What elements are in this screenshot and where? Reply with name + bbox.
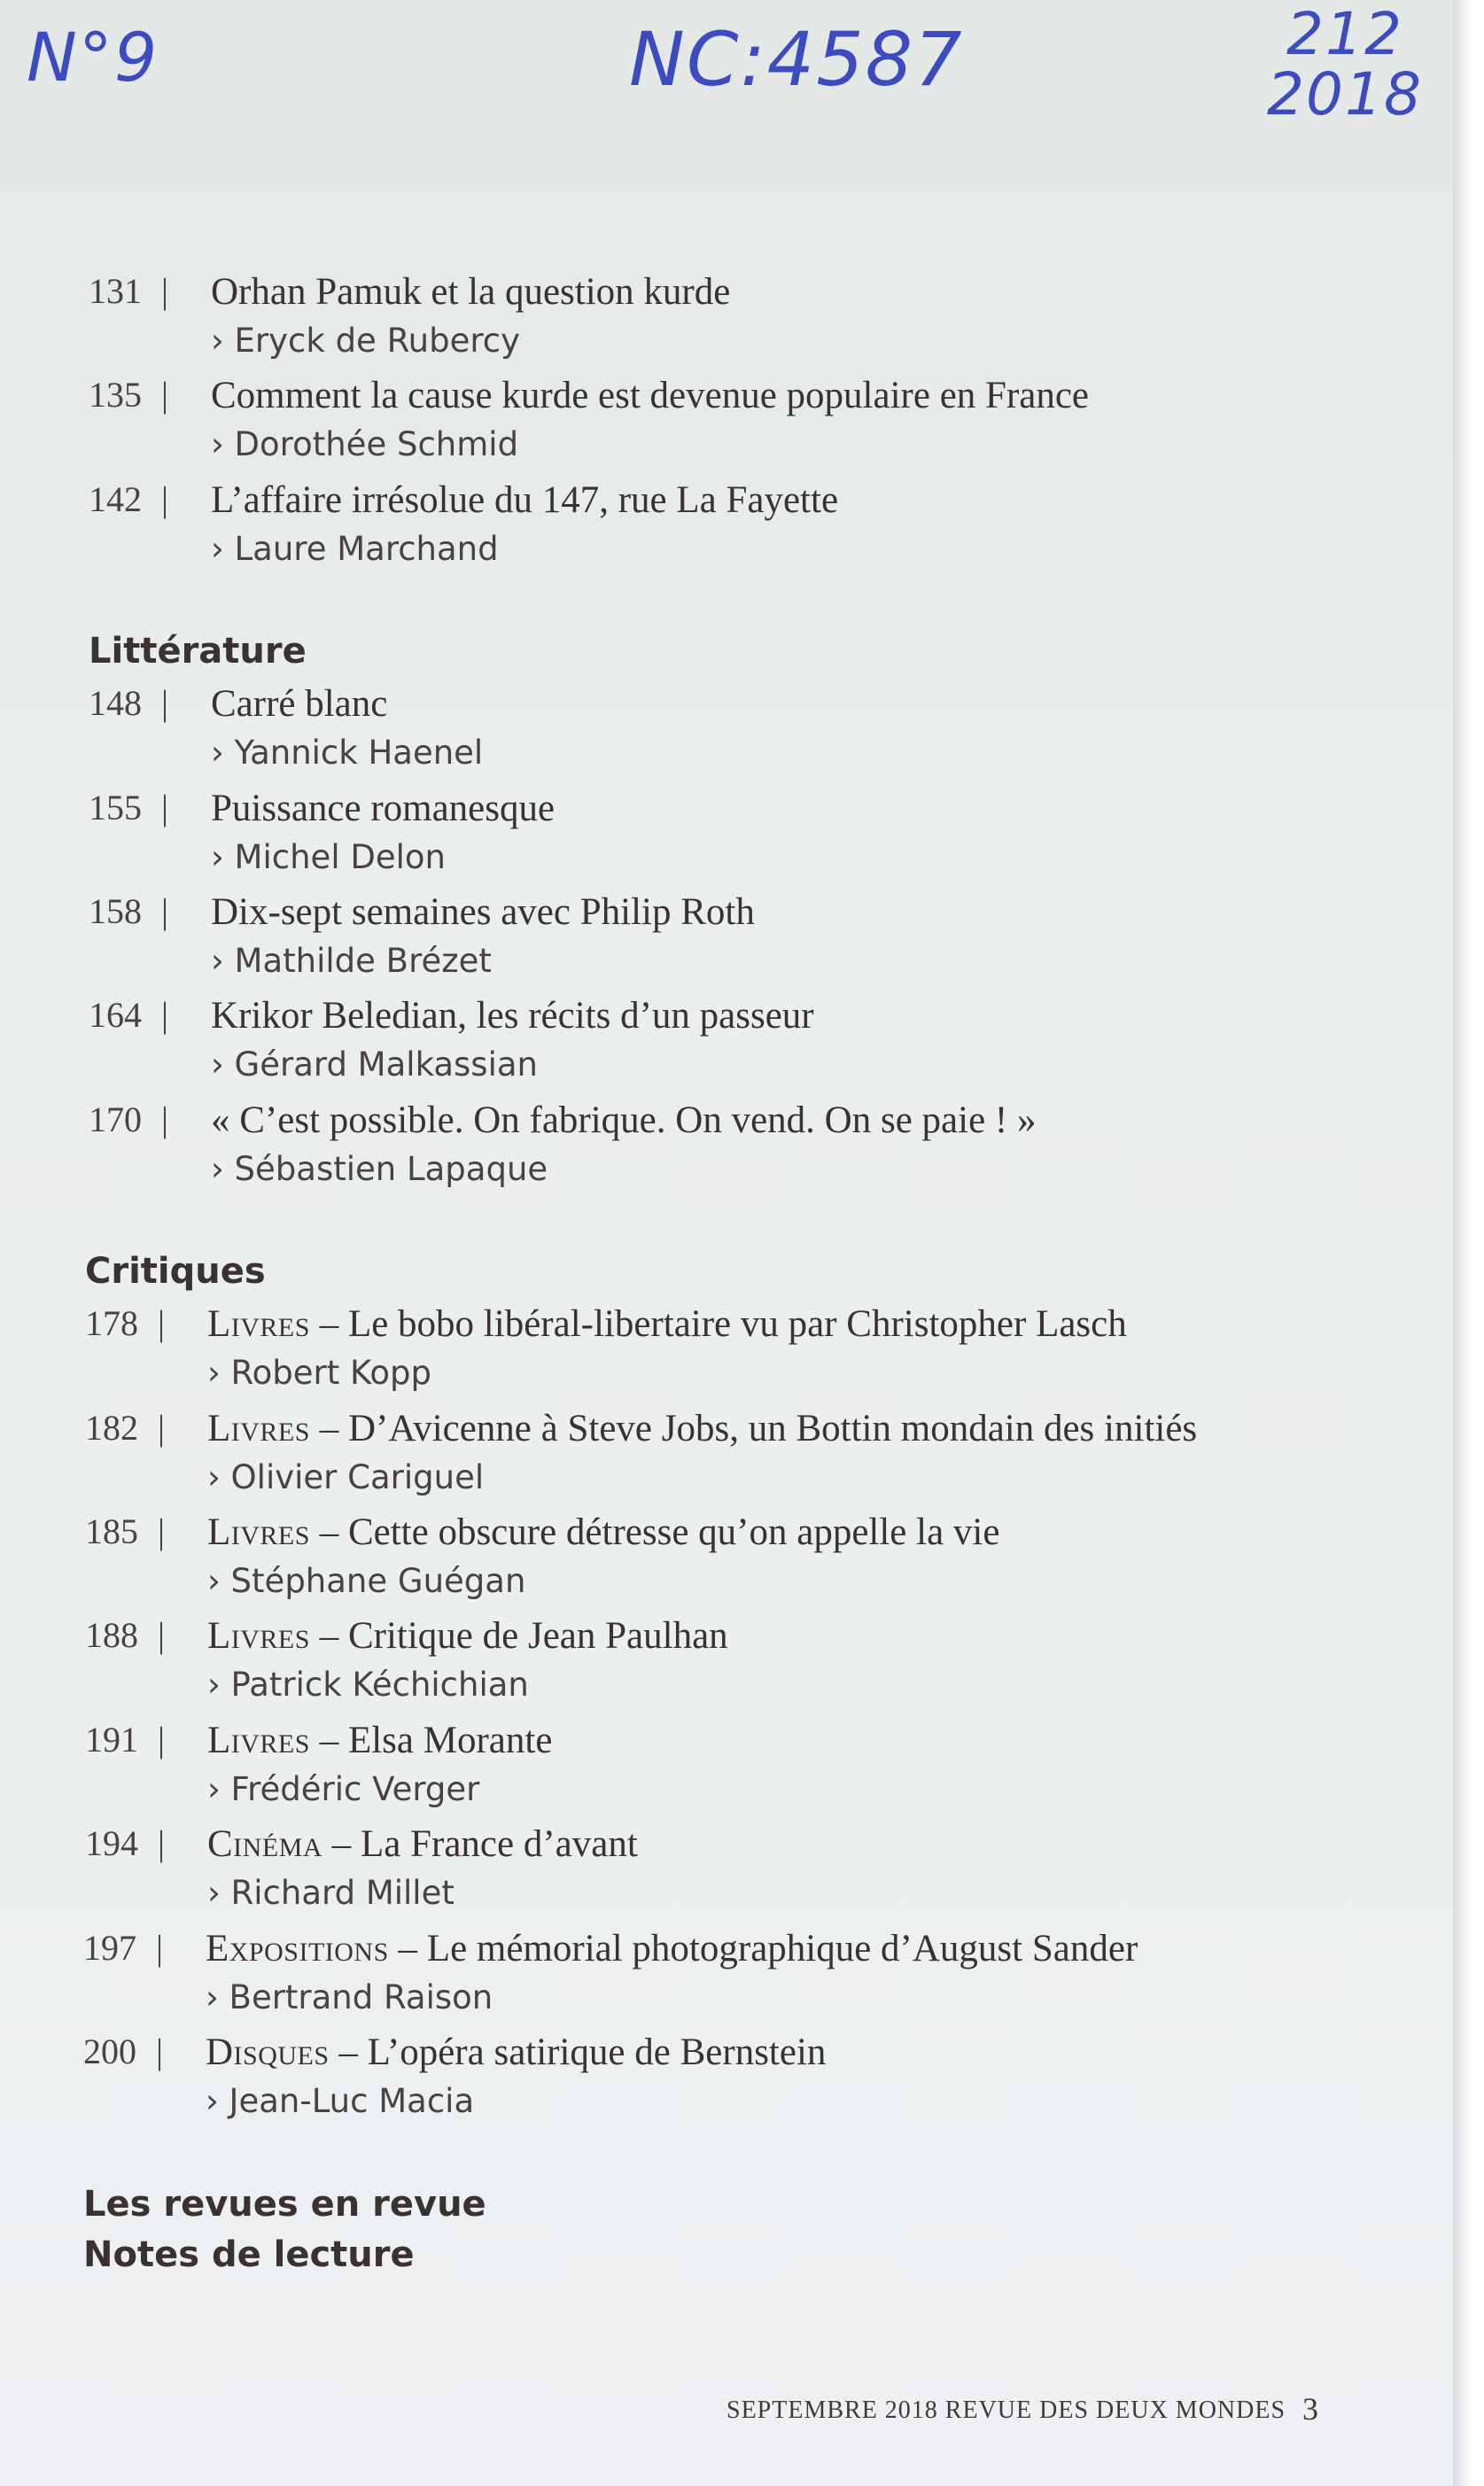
handwritten-date-line2: 2018 — [1267, 60, 1423, 128]
toc-title-text: – Critique de Jean Paulhan — [309, 1615, 728, 1657]
toc-title-text: – Le bobo libéral-libertaire vu par Christopher Lasch — [309, 1303, 1127, 1345]
toc-page-number: 182 — [85, 1408, 138, 1448]
toc-page-number: 197 — [83, 1928, 136, 1968]
toc-title: Dix-sept semaines avec Philip Roth — [211, 891, 755, 933]
toc-title-text: – Le mémorial photographique d’August Sander — [388, 1928, 1138, 1969]
handwritten-number: N°9 — [27, 18, 159, 97]
toc-category: Livres — [207, 1615, 310, 1657]
toc-author: › Patrick Kéchichian — [207, 1666, 529, 1704]
toc-title — [206, 1927, 1138, 1970]
handwritten-date — [1267, 0, 1423, 128]
toc-category: Livres — [207, 1303, 310, 1345]
toc-page-number: 194 — [85, 1823, 138, 1863]
running-footer: SEPTEMBRE 2018 REVUE DES DEUX MONDES — [726, 2397, 1286, 2424]
toc-title — [207, 1302, 1127, 1346]
toc-page-number: 135 — [89, 375, 142, 415]
toc-page-number: 155 — [89, 788, 142, 827]
toc-page-number: 142 — [89, 479, 142, 519]
toc-page-number: 148 — [89, 683, 142, 723]
toc-page-number: 200 — [83, 2032, 136, 2071]
toc-title — [207, 1719, 552, 1762]
toc-separator: | — [161, 375, 169, 415]
toc-separator: | — [158, 1615, 166, 1655]
section-heading-litterature: Littérature — [89, 631, 307, 672]
toc-author: › Mathilde Brézet — [211, 942, 492, 980]
toc-separator: | — [156, 2032, 164, 2071]
toc-title-text: – La France d’avant — [322, 1823, 638, 1865]
toc-separator: | — [158, 1303, 166, 1343]
toc-title — [206, 2031, 826, 2074]
toc-category: Disques — [206, 2032, 330, 2073]
toc-separator: | — [161, 479, 169, 519]
handwritten-reference: NC:4587 — [629, 16, 964, 103]
toc-author: › Michel Delon — [211, 838, 446, 876]
toc-title: Krikor Beledian, les récits d’un passeur — [211, 995, 814, 1037]
toc-separator: | — [161, 995, 169, 1035]
toc-author: › Olivier Cariguel — [207, 1458, 485, 1496]
toc-category: Expositions — [206, 1928, 389, 1969]
toc-separator: | — [161, 271, 169, 311]
toc-author: › Robert Kopp — [207, 1354, 432, 1392]
page-edge — [1453, 0, 1484, 2486]
toc-category: Livres — [207, 1720, 310, 1761]
toc-author: › Jean-Luc Macia — [206, 2082, 475, 2120]
toc-author: › Richard Millet — [207, 1874, 455, 1912]
page-number: 3 — [1302, 2391, 1318, 2427]
toc-page-number: 164 — [89, 995, 142, 1035]
toc-title-text: – D’Avicenne à Steve Jobs, un Bottin mondain des initiés — [309, 1408, 1198, 1449]
toc-title-text: – L’opéra satirique de Bernstein — [329, 2032, 827, 2073]
toc-page-number: 131 — [89, 271, 142, 311]
toc-author: › Yannick Haenel — [211, 734, 484, 772]
toc-title — [207, 1407, 1197, 1450]
toc-separator: | — [158, 1511, 166, 1551]
toc-title — [207, 1822, 638, 1866]
toc-title-text: – Cette obscure détresse qu’on appelle la vie — [309, 1511, 1000, 1553]
toc-separator: | — [158, 1720, 166, 1760]
toc-title: Comment la cause kurde est devenue populaire en France — [211, 375, 1090, 416]
section-heading-critiques: Critiques — [85, 1251, 266, 1292]
toc-category: Cinéma — [207, 1823, 323, 1865]
toc-page-number: 178 — [85, 1303, 138, 1343]
toc-separator: | — [156, 1928, 164, 1968]
toc-separator: | — [161, 891, 169, 931]
toc-author: › Bertrand Raison — [206, 1978, 493, 2016]
toc-page-number: 188 — [85, 1615, 138, 1655]
toc-title-text: – Elsa Morante — [309, 1720, 553, 1761]
toc-separator: | — [161, 788, 169, 827]
toc-page-number: 170 — [89, 1099, 142, 1139]
toc-author: › Frédéric Verger — [207, 1770, 480, 1808]
toc-separator: | — [158, 1823, 166, 1863]
toc-page-number: 185 — [85, 1511, 138, 1551]
toc-author: › Stéphane Guégan — [207, 1562, 526, 1600]
toc-category: Livres — [207, 1511, 310, 1553]
toc-separator: | — [161, 1099, 169, 1139]
toc-title — [207, 1511, 999, 1554]
section-heading-notes[interactable]: Notes de lecture — [83, 2234, 415, 2275]
section-heading-revues[interactable]: Les revues en revue — [83, 2184, 486, 2225]
toc-page-number: 158 — [89, 891, 142, 931]
toc-author: › Eryck de Rubercy — [211, 322, 520, 360]
toc-title: Carré blanc — [211, 683, 388, 725]
toc-author: › Sébastien Lapaque — [211, 1150, 548, 1188]
toc-author: › Gérard Malkassian — [211, 1045, 538, 1084]
toc-separator: | — [158, 1408, 166, 1448]
handwritten-date-line1: 212 — [1286, 0, 1403, 68]
toc-category: Livres — [207, 1408, 310, 1449]
toc-title: Puissance romanesque — [211, 788, 556, 829]
toc-title — [207, 1614, 728, 1658]
toc-title: « C’est possible. On fabrique. On vend. On se paie ! » — [211, 1099, 1037, 1141]
toc-author: › Laure Marchand — [211, 530, 499, 568]
toc-title: Orhan Pamuk et la question kurde — [211, 271, 731, 313]
toc-page-number: 191 — [85, 1720, 138, 1760]
toc-separator: | — [161, 683, 169, 723]
toc-author: › Dorothée Schmid — [211, 425, 519, 463]
toc-title: L’affaire irrésolue du 147, rue La Fayette — [211, 479, 839, 521]
